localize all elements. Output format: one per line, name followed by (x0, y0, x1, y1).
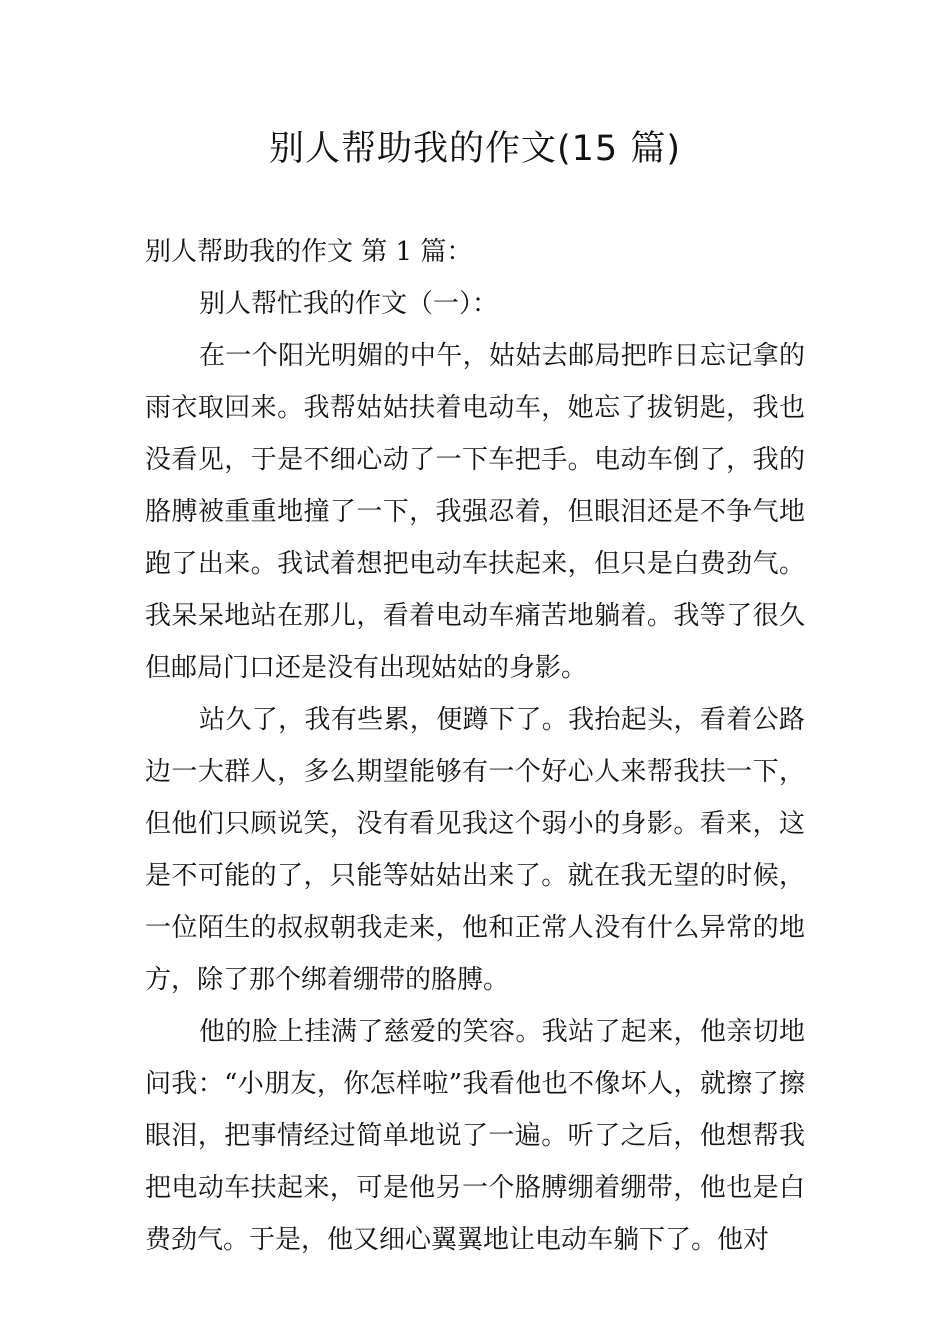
paragraph-3: 他的脸上挂满了慈爱的笑容。我站了起来，他亲切地问我：“小朋友，你怎样啦”我看他也不像坏人，就擦了擦眼泪，把事情经过简单地说了一遍。听了之后，他想帮我把电动车扶起来，可是他另一个胳膊绷着绷带，他也是白费劲气。于是，他又细心翼翼地让电动车躺下了。他对 (145, 1017, 805, 1255)
paragraph-1: 在一个阳光明媚的中午，姑姑去邮局把昨日忘记拿的雨衣取回来。我帮姑姑扶着电动车，她忘了拔钥匙，我也没看见，于是不细心动了一下车把手。电动车倒了，我的胳膊被重重地撞了一下，我强忍着，但眼泪还是不争气地跑了出来。我试着想把电动车扶起来，但只是白费劲气。我呆呆地站在那儿，看着电动车痛苦地躺着。我等了很久但邮局门口还是没有出现姑姑的身影。 (145, 341, 805, 683)
paragraph-2: 站久了，我有些累，便蹲下了。我抬起头，看着公路边一大群人，多么期望能够有一个好心人来帮我扶一下，但他们只顾说笑，没有看见我这个弱小的身影。看来，这是不可能的了，只能等姑姑出来了。就在我无望的时候，一位陌生的叔叔朝我走来，他和正常人没有什么异常的地方，除了那个绑着绷带的胳膊。 (145, 705, 805, 995)
essay-subtitle: 别人帮忙我的作文（一）： (199, 289, 499, 319)
section-heading: 别人帮助我的作文 第 1 篇： (145, 237, 473, 267)
document-body (145, 226, 805, 1266)
document-title: 别人帮助我的作文(15 篇) (269, 129, 681, 169)
